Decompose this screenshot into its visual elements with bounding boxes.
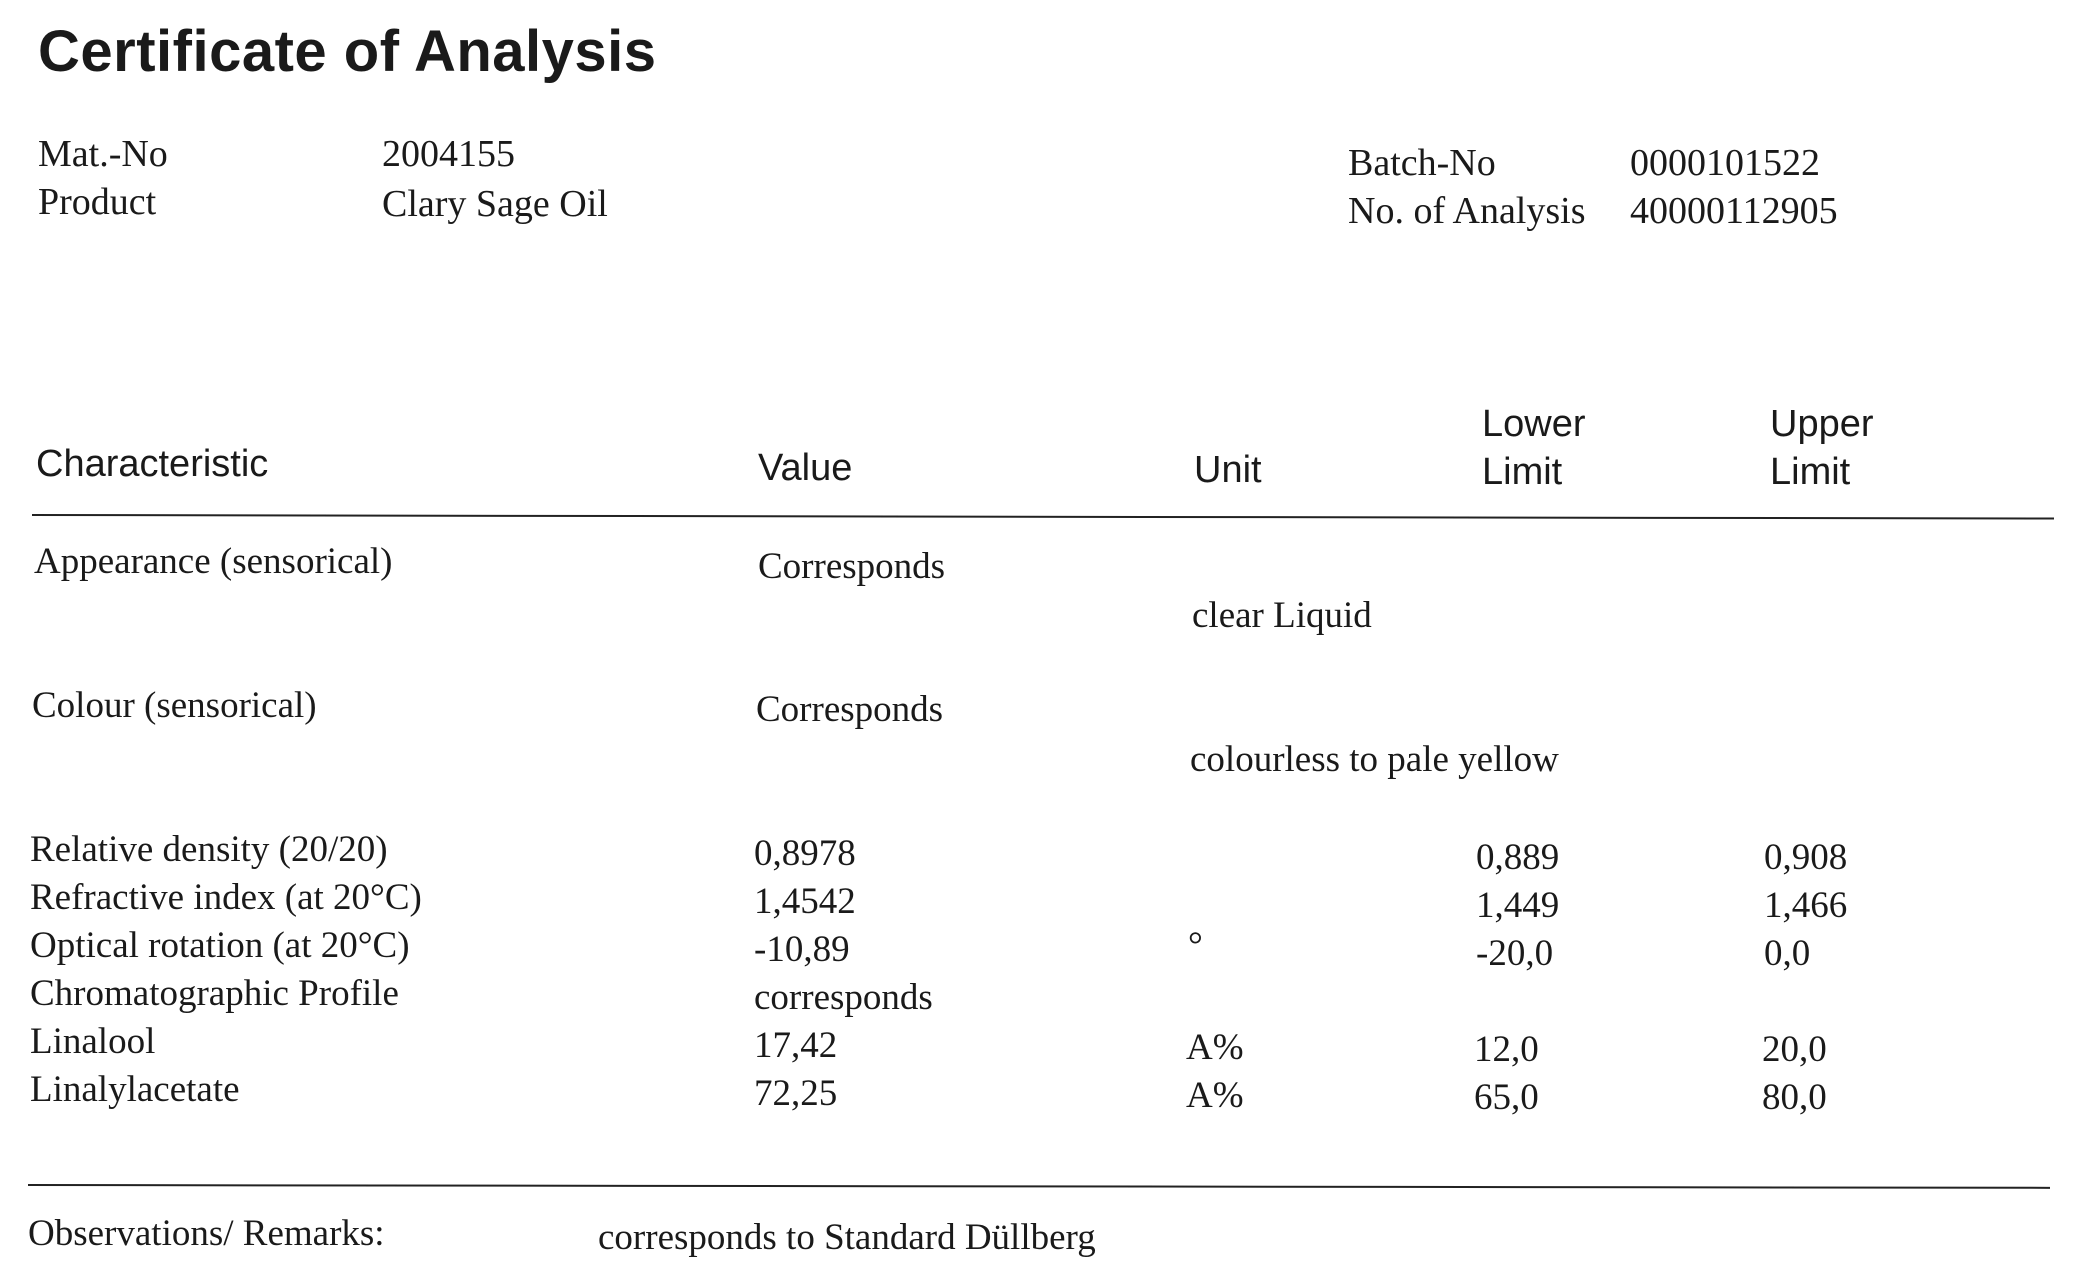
row-value: -10,89 — [754, 929, 850, 970]
row-lower: 1,449 — [1476, 885, 1560, 926]
product-label: Product — [38, 181, 157, 223]
row-characteristic: Linalylacetate — [30, 1069, 240, 1110]
row-characteristic: Linalool — [30, 1021, 156, 1062]
row-value: 72,25 — [754, 1073, 838, 1114]
row-upper: 80,0 — [1762, 1077, 1827, 1118]
row-spec: colourless to pale yellow — [1190, 739, 1559, 780]
header-lower-limit-line2: Limit — [1482, 451, 1563, 493]
row-lower: 65,0 — [1474, 1077, 1539, 1118]
mat-no-label: Mat.-No — [38, 133, 168, 175]
row-unit: A% — [1186, 1075, 1244, 1116]
remarks-value: corresponds to Standard Düllberg — [598, 1217, 1096, 1258]
header-divider — [32, 514, 2054, 520]
row-upper: 20,0 — [1762, 1029, 1827, 1070]
header-upper-limit-line2: Limit — [1770, 451, 1851, 493]
header-upper-limit — [1770, 400, 1874, 496]
row-upper: 0,0 — [1764, 933, 1811, 974]
header-lower-limit — [1482, 400, 1586, 496]
row-spec: clear Liquid — [1192, 595, 1372, 636]
row-value: Corresponds — [756, 689, 944, 730]
row-characteristic: Appearance (sensorical) — [34, 541, 393, 582]
row-upper: 0,908 — [1764, 837, 1848, 878]
header-unit: Unit — [1194, 449, 1262, 491]
remarks-label: Observations/ Remarks: — [28, 1213, 385, 1254]
row-lower: 12,0 — [1474, 1029, 1539, 1070]
row-upper: 1,466 — [1764, 885, 1848, 926]
row-characteristic: Refractive index (at 20°C) — [30, 877, 422, 918]
page-title: Certificate of Analysis — [38, 19, 657, 84]
analysis-no-label: No. of Analysis — [1348, 190, 1586, 232]
row-value: 17,42 — [754, 1025, 838, 1066]
batch-no-label: Batch-No — [1348, 142, 1496, 184]
row-lower: -20,0 — [1476, 933, 1554, 974]
header-lower-limit-line1: Lower — [1482, 403, 1586, 445]
row-lower: 0,889 — [1476, 837, 1560, 878]
row-characteristic: Optical rotation (at 20°C) — [30, 925, 410, 966]
row-value: Corresponds — [758, 546, 946, 587]
header-upper-limit-line1: Upper — [1770, 403, 1874, 445]
header-characteristic: Characteristic — [36, 443, 269, 485]
batch-no-value: 0000101522 — [1630, 142, 1820, 184]
row-unit: A% — [1186, 1027, 1244, 1068]
degree-unit: ° — [1188, 925, 1203, 966]
row-value: corresponds — [754, 977, 933, 1018]
header-value: Value — [758, 447, 853, 489]
row-characteristic: Relative density (20/20) — [30, 829, 388, 870]
product-value: Clary Sage Oil — [382, 183, 608, 225]
analysis-no-value: 40000112905 — [1630, 190, 1838, 232]
footer-divider — [28, 1184, 2050, 1189]
row-characteristic: Chromatographic Profile — [30, 973, 399, 1014]
row-value: 0,8978 — [754, 833, 856, 874]
mat-no-value: 2004155 — [382, 133, 515, 175]
row-value: 1,4542 — [754, 881, 856, 922]
row-characteristic: Colour (sensorical) — [32, 685, 317, 726]
